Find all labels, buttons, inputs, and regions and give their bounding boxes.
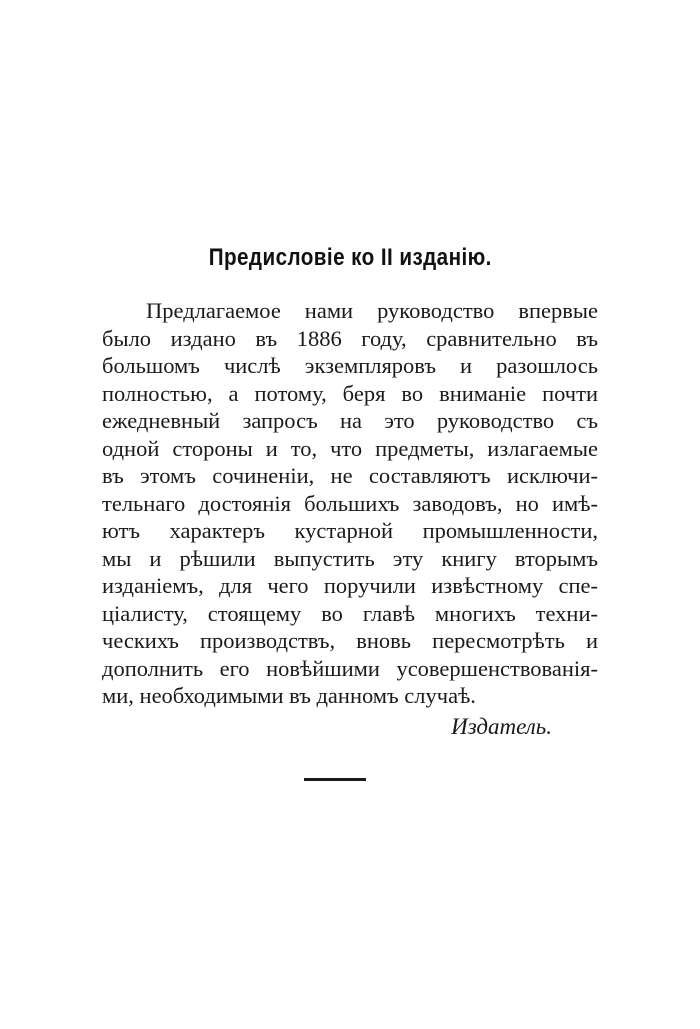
publisher-signature: Издатель.	[451, 714, 552, 739]
paragraph-line: дополнить его новѣйшими усовершенствованія-	[102, 655, 598, 681]
paragraph-line: мы и рѣшили выпустить эту книгу вторымъ	[102, 545, 598, 571]
paragraph-line: большомъ числѣ экземпляровъ и разошлось	[102, 353, 598, 378]
paragraph-line: одной стороны и то, что предметы, излагаемые	[102, 435, 598, 461]
paragraph-line: Предлагаемое нами руководство впервые	[146, 298, 598, 323]
paragraph-line: ціалисту, стоящему во главѣ многихъ техни-	[102, 600, 598, 626]
paragraph-line: изданіемъ, для чего поручили извѣстному спе-	[102, 573, 598, 598]
paragraph-line: тельнаго достоянія большихъ заводовъ, но имѣ-	[102, 490, 598, 516]
section-divider	[304, 778, 366, 781]
paragraph-line: ежедневный запросъ на это руководство съ	[102, 408, 598, 433]
paragraph-line: полностью, а потому, беря во вниманіе почти	[102, 380, 598, 406]
paragraph-line: ютъ характеръ кустарной промышленности,	[102, 518, 598, 543]
preface-heading: Предисловіе ко II изданію.	[208, 244, 492, 271]
preface-paragraph	[102, 297, 598, 710]
paragraph-line: было издано въ 1886 году, сравнительно въ	[102, 325, 598, 351]
paragraph-line: въ этомъ сочиненіи, не составляютъ исключи-	[102, 463, 598, 488]
paragraph-line: ческихъ производствъ, вновь пересмотрѣть и	[102, 628, 598, 653]
paragraph-line: ми, необходимыми въ данномъ случаѣ.	[102, 683, 476, 708]
